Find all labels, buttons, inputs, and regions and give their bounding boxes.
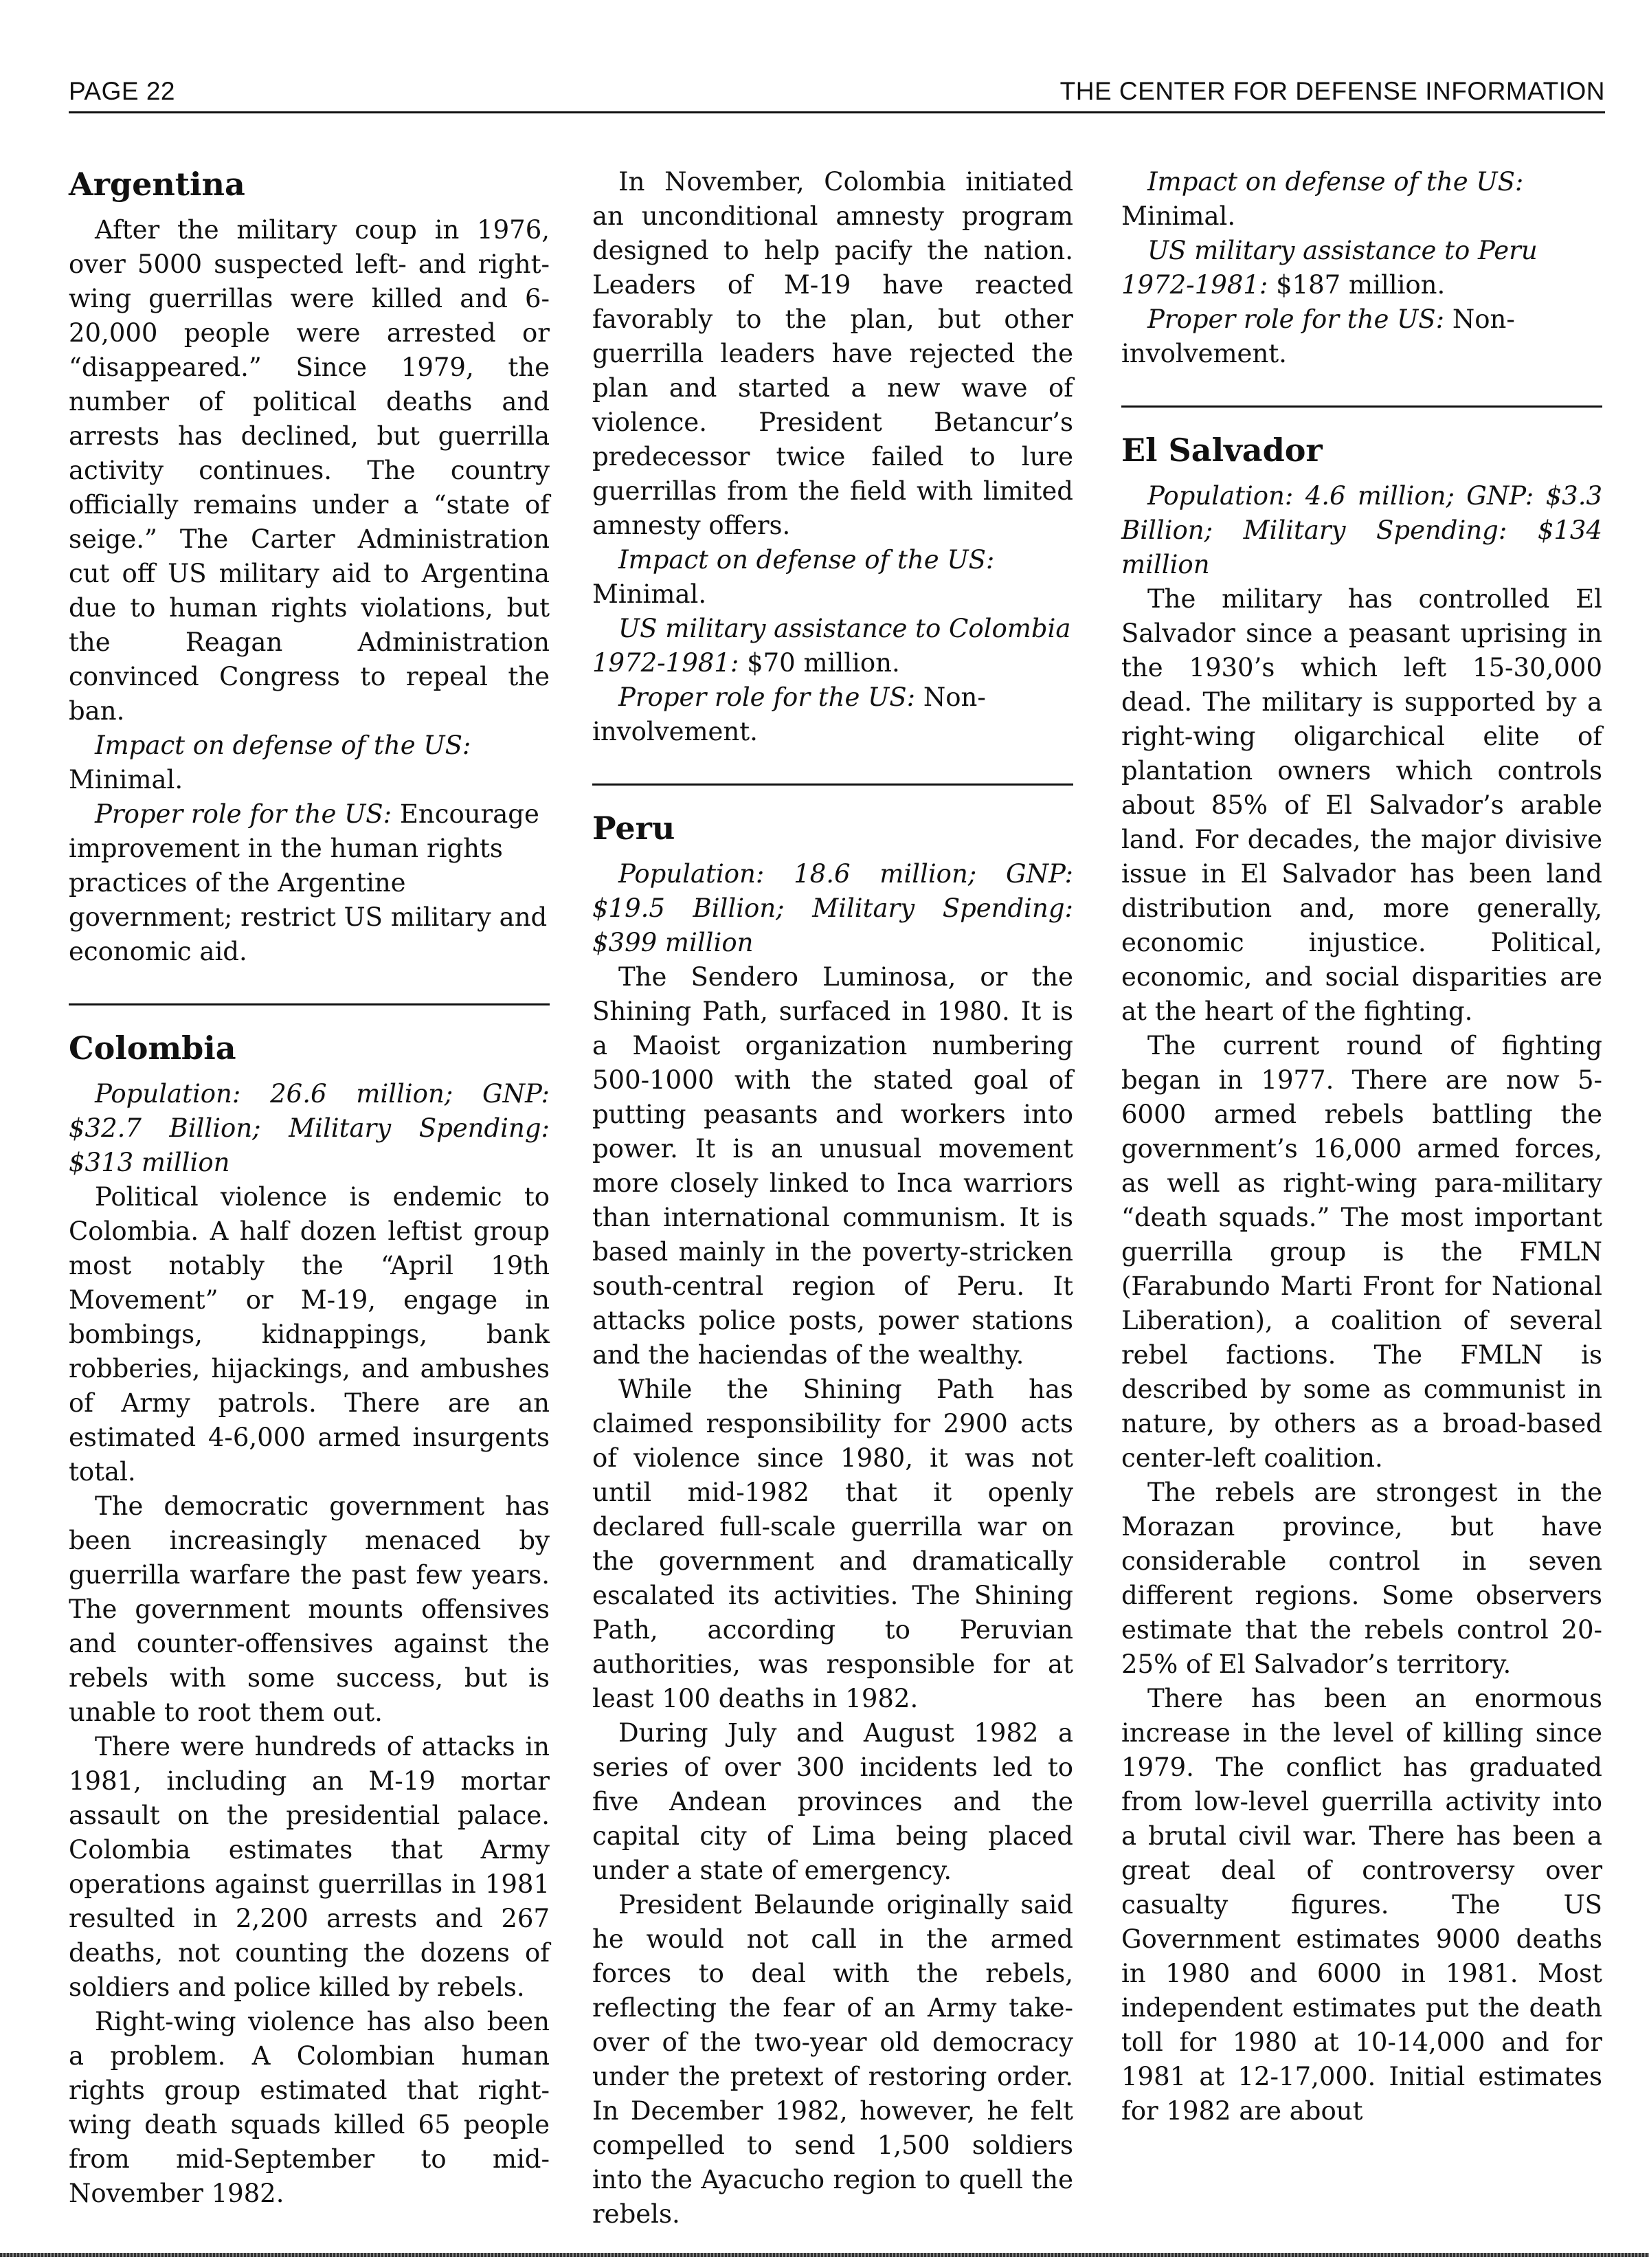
argentina-impact xyxy=(69,729,550,797)
proper-role-label: Proper role for the US: xyxy=(618,682,916,712)
colombia-assistance xyxy=(592,612,1073,680)
column-2 xyxy=(592,165,1073,2232)
page-header xyxy=(69,77,1605,113)
el-salvador-stats: Population: 4.6 million; GNP: $3.3 Billion; Military Spending: $134 million xyxy=(1121,481,1602,579)
peru-paragraph: President Belaunde originally said he would not call in the armed forces to deal with the rebels, reflecting the fear of an Army take-over of the two-year old democracy under the pretext of restoring order. In December 1982, however, he felt compelled to send 1,500 soldiers into the Ayacucho region to quell the rebels. xyxy=(592,1890,1073,2229)
peru-assistance xyxy=(1121,234,1602,302)
impact-value: Minimal. xyxy=(69,765,183,794)
section-title-peru: Peru xyxy=(592,810,675,847)
colombia-paragraph: Political violence is endemic to Colombia. A half dozen leftist group most notably the “April 19th Movement” or M-19, engage in bombings, kidnappings, bank robberies, hijackings, and ambushes of Army patrols. There are an estimated 4-6,000 armed insurgents total. xyxy=(69,1182,550,1487)
el-salvador-paragraph: The military has controlled El Salvador since a peasant uprising in the 1930’s which left 15-30,000 dead. The military is supported by a right-wing oligarchical elite of plantation owners which controls about 85% of El Salvador’s arable land. For decades, the major divisive issue in El Salvador has been land distribution and, more generally, economic injustice. Political, economic, and social disparities are at the heart of the fighting. xyxy=(1121,584,1602,1026)
colombia-paragraph: Right-wing violence has also been a problem. A Colombian human rights group estimated that right-wing death squads killed 65 people from mid-September to mid-November 1982. xyxy=(69,2007,550,2208)
section-divider xyxy=(592,783,1073,786)
colombia-proper-role xyxy=(592,680,1073,749)
page-number: PAGE 22 xyxy=(69,77,176,105)
argentina-paragraph: After the military coup in 1976, over 5000 suspected left- and right-wing guerrillas were killed and 6-20,000 people were arrested or “disappeared.” Since 1979, the number of political deaths and arrests has declined, but guerrilla activity continues. The country officially remains under a “state of seige.” The Carter Administration cut off US military aid to Argentina due to human rights violations, but the Reagan Administration convinced Congress to repeal the ban. xyxy=(69,215,550,726)
section-divider xyxy=(1121,405,1602,408)
assistance-label: US military assistance to Peru 1972-1981: xyxy=(1121,236,1538,300)
peru-stats: Population: 18.6 million; GNP: $19.5 Billion; Military Spending: $399 million xyxy=(592,859,1073,957)
assistance-value: $70 million. xyxy=(747,648,900,678)
assistance-value: $187 million. xyxy=(1276,270,1446,300)
peru-proper-role xyxy=(1121,302,1602,371)
colombia-stats: Population: 26.6 million; GNP: $32.7 Billion; Military Spending: $313 million xyxy=(69,1079,550,1177)
impact-label: Impact on defense of the US: xyxy=(1147,167,1524,197)
proper-role-value: Encourage improvement in the human rights practices of the Argentine government; restrict US military and economic aid. xyxy=(69,799,548,966)
bottom-border xyxy=(0,2253,1649,2257)
colombia-paragraph: There were hundreds of attacks in 1981, including an M-19 mortar assault on the presidential palace. Colombia estimates that Army operations against guerrillas in 1981 resulted in 2,200 arrests and 267 deaths, not counting the dozens of soldiers and police killed by rebels. xyxy=(69,1732,550,2002)
assistance-label: US military assistance to Colombia 1972-1981: xyxy=(592,614,1071,678)
column-1 xyxy=(69,165,550,2211)
column-3 xyxy=(1121,165,1602,2128)
impact-value: Minimal. xyxy=(592,579,707,609)
colombia-paragraph: In November, Colombia initiated an unconditional amnesty program designed to help pacify the nation. Leaders of M-19 have reacted favorably to the plan, but other guerrilla leaders have rejected the plan and started a new wave of violence. President Betancur’s predecessor twice failed to lure guerrillas from the field with limited amnesty offers. xyxy=(592,167,1073,540)
section-divider xyxy=(69,1003,550,1005)
proper-role-label: Proper role for the US: xyxy=(95,799,392,829)
proper-role-value: Non-involvement. xyxy=(1121,304,1515,368)
peru-paragraph: While the Shining Path has claimed responsibility for 2900 acts of violence since 1980, it was not until mid-1982 that it openly declared full-scale guerrilla war on the government and dramatically escalated its activities. The Shining Path, according to Peruvian authorities, was responsible for at least 100 deaths in 1982. xyxy=(592,1375,1073,1713)
peru-paragraph: During July and August 1982 a series of over 300 incidents led to five Andean provinces and the capital city of Lima being placed under a state of emergency. xyxy=(592,1718,1073,1885)
el-salvador-paragraph: There has been an enormous increase in the level of killing since 1979. The conflict has graduated from low-level guerrilla activity into a brutal civil war. There has been a great deal of controversy over casualty figures. The US Government estimates 9000 deaths in 1980 and 6000 in 1981. Most independent estimates put the death toll for 1980 at 10-14,000 and for 1981 at 12-17,000. Initial estimates for 1982 are about xyxy=(1121,1684,1602,2126)
section-title-el-salvador: El Salvador xyxy=(1121,432,1323,469)
impact-label: Impact on defense of the US: xyxy=(95,731,471,760)
impact-label: Impact on defense of the US: xyxy=(618,545,995,575)
colombia-paragraph: The democratic government has been increasingly menaced by guerrilla warfare the past few years. The government mounts offensives and counter-offensives against the rebels with some success, but is unable to root them out. xyxy=(69,1491,550,1727)
argentina-proper-role xyxy=(69,797,550,969)
peru-paragraph: The Sendero Luminosa, or the Shining Path, surfaced in 1980. It is a Maoist organization numbering 500-1000 with the stated goal of putting peasants and workers into power. It is an unusual movement more closely linked to Inca warriors than international communism. It is based mainly in the poverty-stricken south-central region of Peru. It attacks police posts, power stations and the haciendas of the wealthy. xyxy=(592,962,1073,1370)
colombia-impact xyxy=(592,543,1073,612)
publication-name: THE CENTER FOR DEFENSE INFORMATION xyxy=(1059,77,1605,105)
proper-role-value: Non-involvement. xyxy=(592,682,986,746)
peru-impact xyxy=(1121,165,1602,234)
el-salvador-paragraph: The current round of fighting began in 1977. There are now 5-6000 armed rebels battling the government’s 16,000 armed forces, as well as right-wing para-military “death squads.” The most important guerrilla group is the FMLN (Farabundo Marti Front for National Liberation), a coalition of several rebel factions. The FMLN is described by some as communist in nature, by others as a broad-based center-left coalition. xyxy=(1121,1031,1602,1473)
el-salvador-paragraph: The rebels are strongest in the Morazan province, but have considerable control in seven different regions. Some observers estimate that the rebels control 20-25% of El Salvador’s territory. xyxy=(1121,1478,1602,1679)
section-title-argentina: Argentina xyxy=(69,166,245,203)
impact-value: Minimal. xyxy=(1121,201,1236,231)
proper-role-label: Proper role for the US: xyxy=(1147,304,1445,334)
section-title-colombia: Colombia xyxy=(69,1030,236,1067)
